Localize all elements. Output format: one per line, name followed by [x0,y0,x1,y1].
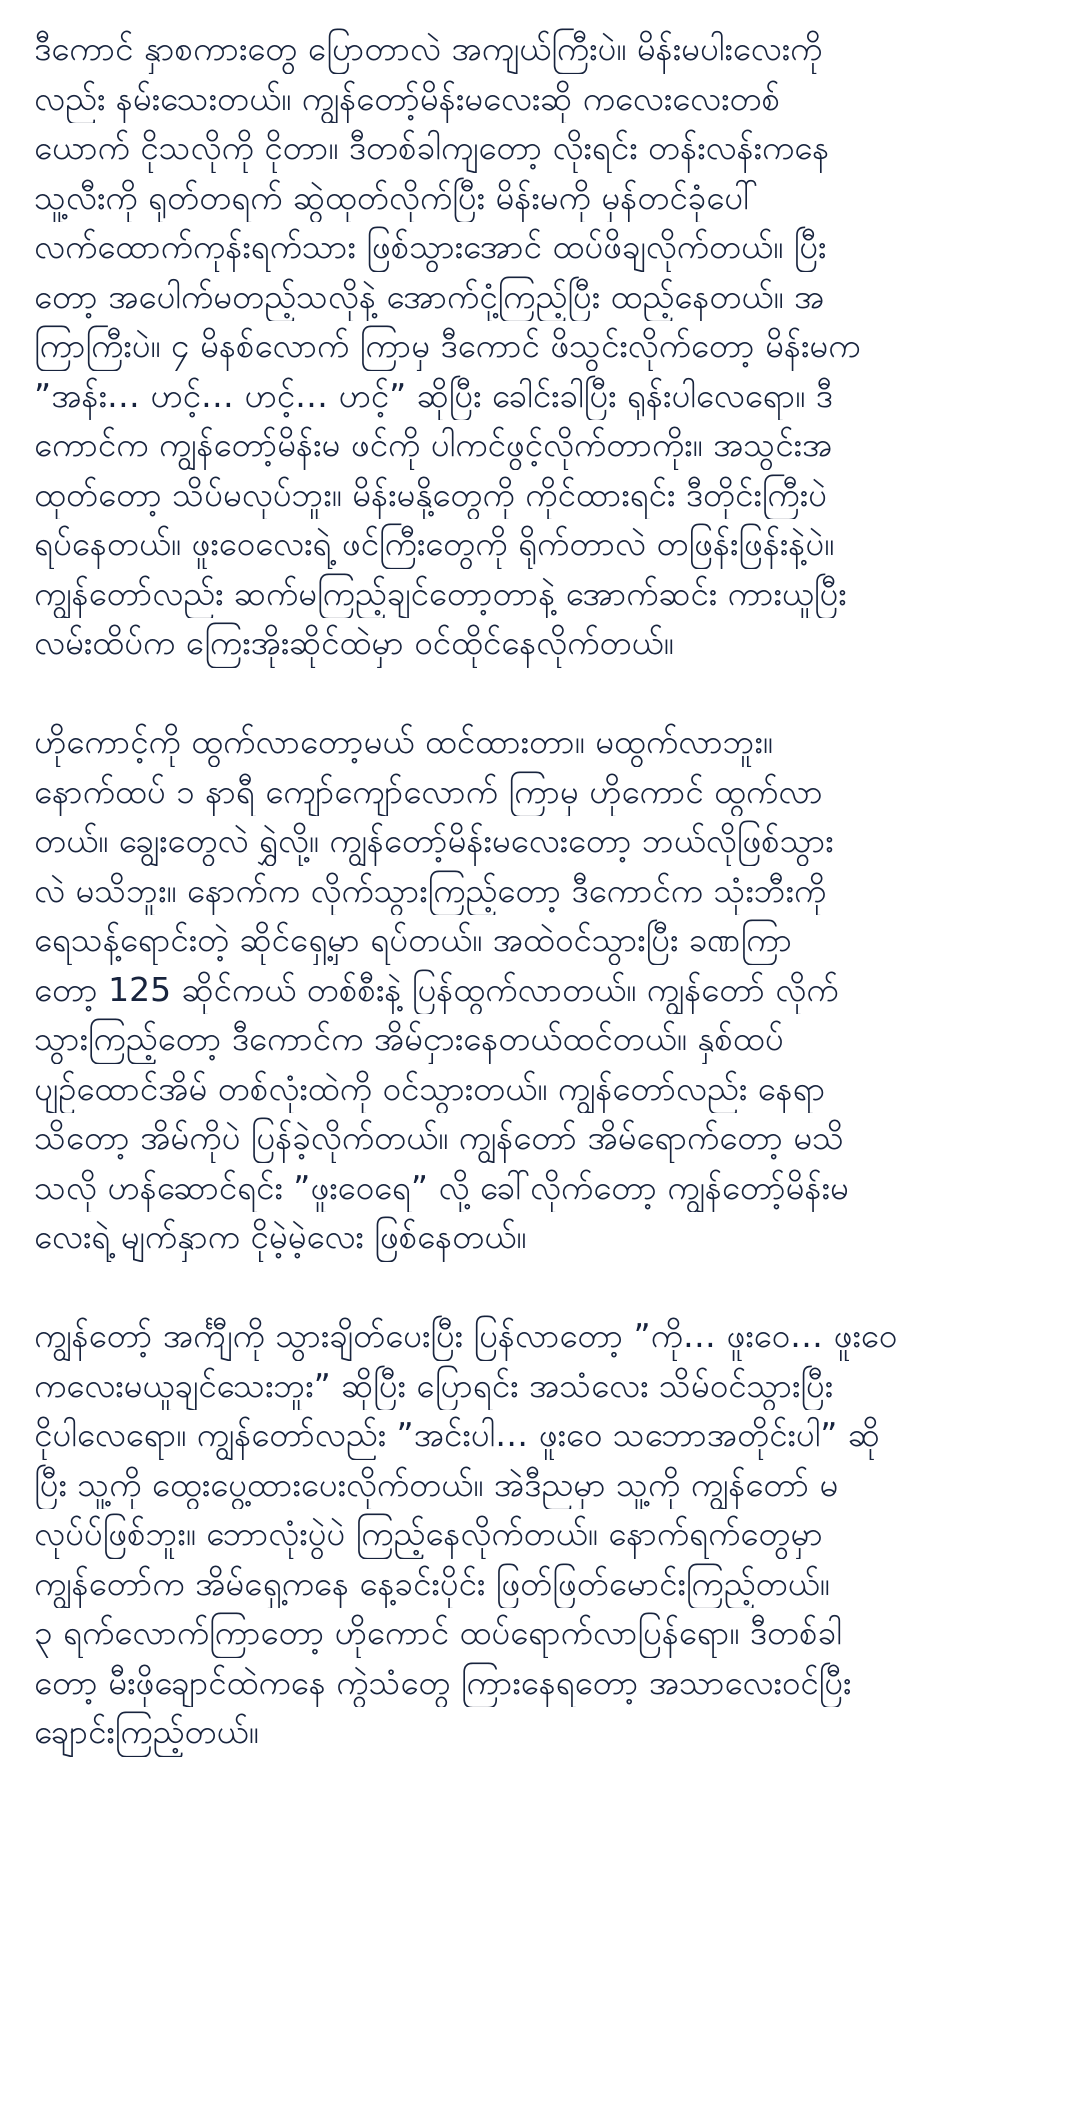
text-line: တော့ မီးဖိုချောင်ထဲကနေ ကွဲသံတွေ ကြားနေရတော့ အသာလေးဝင်ပြီး [34,1662,852,1702]
text-line: ဟိုကောင့်ကို ထွက်လာတော့မယ် ထင်ထားတာ။ မထွက်လာဘူး။ [34,722,773,761]
text-line: သလို ဟန်ဆောင်ရင်း ”ဖူးဝေရေ” လို့ ခေါ်လိုက်တော့ ကျွန်တော့်မိန်းမ [34,1167,849,1207]
text-line: ကောင်က ကျွန်တော့်မိန်းမ ဖင်ကို ပါကင်ဖွင့်လိုက်တာကိုး။ အသွင်းအ [34,425,833,464]
text-line: ပျဉ်ထောင်အိမ် တစ်လုံးထဲကို ဝင်သွားတယ်။ ကျွန်တော်လည်း နေရာ [34,1068,826,1108]
text-line: လမ်းထိပ်က ကြေးအိုးဆိုင်ထဲမှာ ဝင်ထိုင်နေလိုက်တယ်။ [34,623,674,662]
text-line: တော့ အပေါက်မတည့်သလိုနဲ့ အောက်ငုံ့ကြည့်ပြီး ထည့်နေတယ်။ အ [34,276,825,316]
text-line: ချောင်းကြည့်တယ်။ [34,1712,259,1751]
text-line: ထုတ်တော့ သိပ်မလုပ်ဘူး။ မိန်းမနို့တွေကို ကိုင်ထားရင်း ဒီတိုင်းကြီးပဲ [34,474,827,514]
text-line: ကြာကြီးပဲ။ ၄ မိနစ်လောက် ကြာမှ ဒီကောင် ဖိသွင်းလိုက်တော့ မိန်းမက [34,326,861,365]
text-line: သိတော့ အိမ်ကိုပဲ ပြန်ခဲ့လိုက်တယ်။ ကျွန်တော် အိမ်ရောက်တော့ မသိ [34,1118,845,1157]
text-line: သူ့လီးကို ရုတ်တရက် ဆွဲထုတ်လိုက်ပြီး မိန်းမကို မှန်တင်ခုံပေါ် [34,177,758,217]
text-line: ငိုပါလေရော။ ကျွန်တော်လည်း ”အင်းပါ… ဖူးဝေ သဘောအတိုင်းပါ” ဆို [34,1415,880,1454]
text-line: ရပ်နေတယ်။ ဖူးဝေလေးရဲ့ ဖင်ကြီးတွေကို ရိုက်တာလဲ တဖြန်းဖြန်းနဲ့ပဲ။ [34,524,835,563]
paragraph-1 [34,24,1054,668]
text-line: ၃ ရက်လောက်ကြာတော့ ဟိုကောင် ထပ်ရောက်လာပြန်ရော။ ဒီတစ်ခါ [34,1613,842,1652]
paragraph-3 [34,1311,1054,1757]
text-line: ကျွန်တော့် အင်္ကျီကို သွားချိတ်ပေးပြီး ပြန်လာတော့ ”ကို… ဖူးဝေ… ဖူးဝေ [34,1316,898,1355]
text-line: တယ်။ ချွေးတွေလဲ ရွှဲလို့။ ကျွန်တော့်မိန်းမလေးတော့ ဘယ်လိုဖြစ်သွား [34,821,834,860]
article-body [34,24,1054,1806]
text-line: နောက်ထပ် ၁ နာရီ ကျော်ကျော်လောက် ကြာမှ ဟိုကောင် ထွက်လာ [34,771,823,811]
text-line: ”အန်း… ဟင့်… ဟင့်… ဟင့်” ဆိုပြီး ခေါင်းခါပြီး ရုန်းပါလေရော။ ဒီ [34,375,833,415]
paragraph-2 [34,717,1054,1262]
text-line: ကျွန်တော်က အိမ်ရှေ့ကနေ နေ့ခင်းပိုင်း ဖြတ်ဖြတ်မောင်းကြည့်တယ်။ [34,1563,830,1603]
text-line: ဒီကောင် နှာစကားတွေ ပြောတာလဲ အကျယ်ကြီးပဲ။ မိန်းမပါးလေးကို [34,29,823,68]
text-line: လည်း နမ်းသေးတယ်။ ကျွန်တော့်မိန်းမလေးဆို ကလေးလေးတစ် [34,78,781,118]
text-line: ပြီး သူ့ကို ထွေးပွေ့ထားပေးလိုက်တယ်။ အဲဒီညမှာ သူ့ကို ကျွန်တော် မ [34,1464,839,1504]
text-line: ရေသန့်ရောင်းတဲ့ ဆိုင်ရှေ့မှာ ရပ်တယ်။ အထဲဝင်သွားပြီး ခဏကြာ [34,920,792,959]
text-line: ကျွန်တော်လည်း ဆက်မကြည့်ချင်တော့တာနဲ့ အောက်ဆင်း ကားယူပြီး [34,573,847,613]
text-line: လုပ်ပ်ဖြစ်ဘူး။ ဘောလုံးပွဲပဲ ကြည့်နေလိုက်တယ်။ နောက်ရက်တွေမှာ [34,1514,823,1553]
text-line: ယောက် ငိုသလိုကို ငိုတာ။ ဒီတစ်ခါကျတော့ လိုးရင်း တန်းလန်းကနေ [34,128,830,167]
text-line: တော့ 125 ဆိုင်ကယ် တစ်စီးနဲ့ ပြန်ထွက်လာတယ်။ ကျွန်တော် လိုက် [34,969,839,1009]
text-line: လေးရဲ့ မျက်နှာက ငိုမဲ့မဲ့လေး ဖြစ်နေတယ်။ [34,1217,527,1256]
text-line: ကလေးမယူချင်သေးဘူး” ဆိုပြီး ပြောရင်း အသံလေး သိမ်ဝင်သွားပြီး [34,1365,834,1405]
text-line: သွားကြည့်တော့ ဒီကောင်က အိမ်ငှားနေတယ်ထင်တယ်။ နှစ်ထပ် [34,1019,784,1058]
text-line: လက်ထောက်ကုန်းရက်သား ဖြစ်သွားအောင် ထပ်ဖိချလိုက်တယ်။ ပြီး [34,227,827,266]
text-line: လဲ မသိဘူး။ နောက်က လိုက်သွားကြည့်တော့ ဒီကောင်က သုံးဘီးကို [34,870,827,910]
